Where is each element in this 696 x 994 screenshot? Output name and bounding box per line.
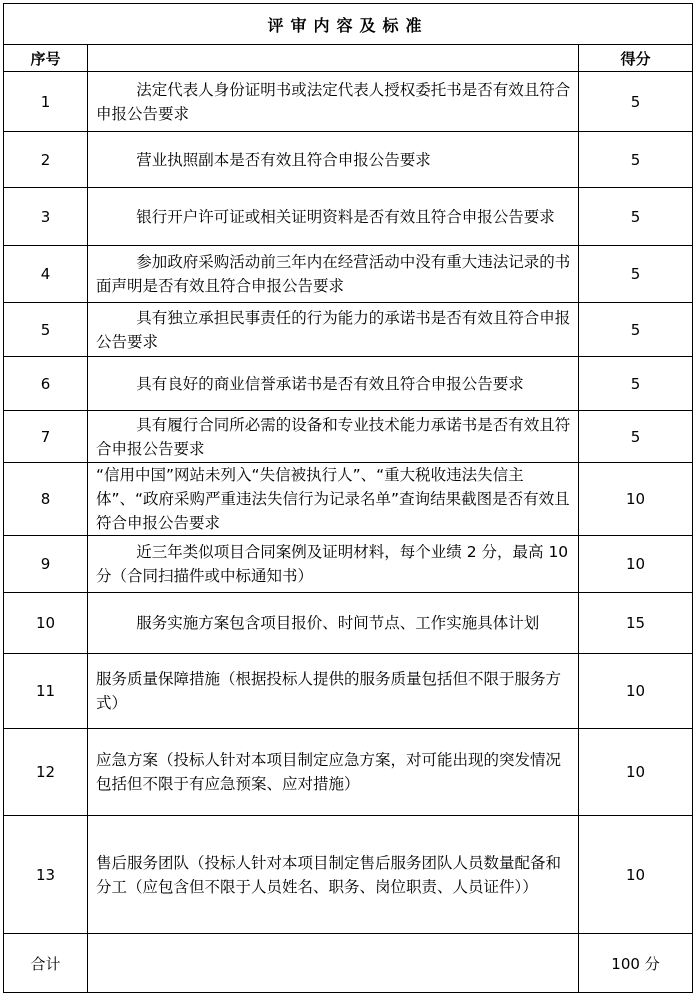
table-row <box>4 246 693 303</box>
table-row <box>4 188 693 246</box>
row-score: 15 <box>579 593 693 654</box>
row-score: 5 <box>579 357 693 411</box>
row-no: 1 <box>4 72 88 132</box>
row-score: 5 <box>579 132 693 188</box>
table-row <box>4 132 693 188</box>
row-score: 5 <box>579 246 693 303</box>
row-no: 2 <box>4 132 88 188</box>
row-no: 3 <box>4 188 88 246</box>
total-label: 合计 <box>4 934 88 993</box>
row-content: “信用中国”网站未列入“失信被执行人”、“重大税收违法失信主体”、“政府采购严重违法失信行为记录名单”查询结果截图是否有效且符合申报公告要求 <box>88 463 579 536</box>
header-content <box>88 45 579 72</box>
table-row <box>4 72 693 132</box>
row-no: 10 <box>4 593 88 654</box>
row-no: 7 <box>4 411 88 463</box>
table-title: 评审内容及标准 <box>4 4 693 45</box>
header-row <box>4 45 693 72</box>
total-content <box>88 934 579 993</box>
row-score: 10 <box>579 463 693 536</box>
row-no: 4 <box>4 246 88 303</box>
row-no: 5 <box>4 303 88 357</box>
row-content: 法定代表人身份证明书或法定代表人授权委托书是否有效且符合申报公告要求 <box>88 72 579 132</box>
header-no: 序号 <box>4 45 88 72</box>
header-score: 得分 <box>579 45 693 72</box>
table-row <box>4 654 693 729</box>
table-row <box>4 729 693 816</box>
row-no: 8 <box>4 463 88 536</box>
row-content: 具有独立承担民事责任的行为能力的承诺书是否有效且符合申报公告要求 <box>88 303 579 357</box>
row-no: 13 <box>4 816 88 934</box>
row-content: 服务质量保障措施（根据投标人提供的服务质量包括但不限于服务方式） <box>88 654 579 729</box>
row-score: 5 <box>579 72 693 132</box>
row-no: 11 <box>4 654 88 729</box>
row-content: 近三年类似项目合同案例及证明材料，每个业绩 2 分，最高 10 分（合同扫描件或中标通知书） <box>88 536 579 593</box>
evaluation-table <box>3 3 693 993</box>
row-content: 具有履行合同所必需的设备和专业技术能力承诺书是否有效且符合申报公告要求 <box>88 411 579 463</box>
table-row <box>4 411 693 463</box>
row-score: 10 <box>579 654 693 729</box>
total-row <box>4 934 693 993</box>
row-score: 5 <box>579 188 693 246</box>
row-content: 应急方案（投标人针对本项目制定应急方案，对可能出现的突发情况包括但不限于有应急预案、应对措施） <box>88 729 579 816</box>
row-content: 参加政府采购活动前三年内在经营活动中没有重大违法记录的书面声明是否有效且符合申报公告要求 <box>88 246 579 303</box>
row-score: 10 <box>579 729 693 816</box>
row-content: 具有良好的商业信誉承诺书是否有效且符合申报公告要求 <box>88 357 579 411</box>
row-score: 10 <box>579 816 693 934</box>
row-score: 5 <box>579 411 693 463</box>
table-row <box>4 357 693 411</box>
table-row <box>4 463 693 536</box>
table-row <box>4 593 693 654</box>
row-no: 6 <box>4 357 88 411</box>
table-row <box>4 303 693 357</box>
row-score: 5 <box>579 303 693 357</box>
row-content: 银行开户许可证或相关证明资料是否有效且符合申报公告要求 <box>88 188 579 246</box>
row-content: 营业执照副本是否有效且符合申报公告要求 <box>88 132 579 188</box>
row-no: 12 <box>4 729 88 816</box>
table-row <box>4 816 693 934</box>
row-score: 10 <box>579 536 693 593</box>
table-row <box>4 536 693 593</box>
row-content: 售后服务团队（投标人针对本项目制定售后服务团队人员数量配备和分工（应包含但不限于人员姓名、职务、岗位职责、人员证件）） <box>88 816 579 934</box>
title-row <box>4 4 693 45</box>
row-no: 9 <box>4 536 88 593</box>
total-score: 100 分 <box>579 934 693 993</box>
row-content: 服务实施方案包含项目报价、时间节点、工作实施具体计划 <box>88 593 579 654</box>
